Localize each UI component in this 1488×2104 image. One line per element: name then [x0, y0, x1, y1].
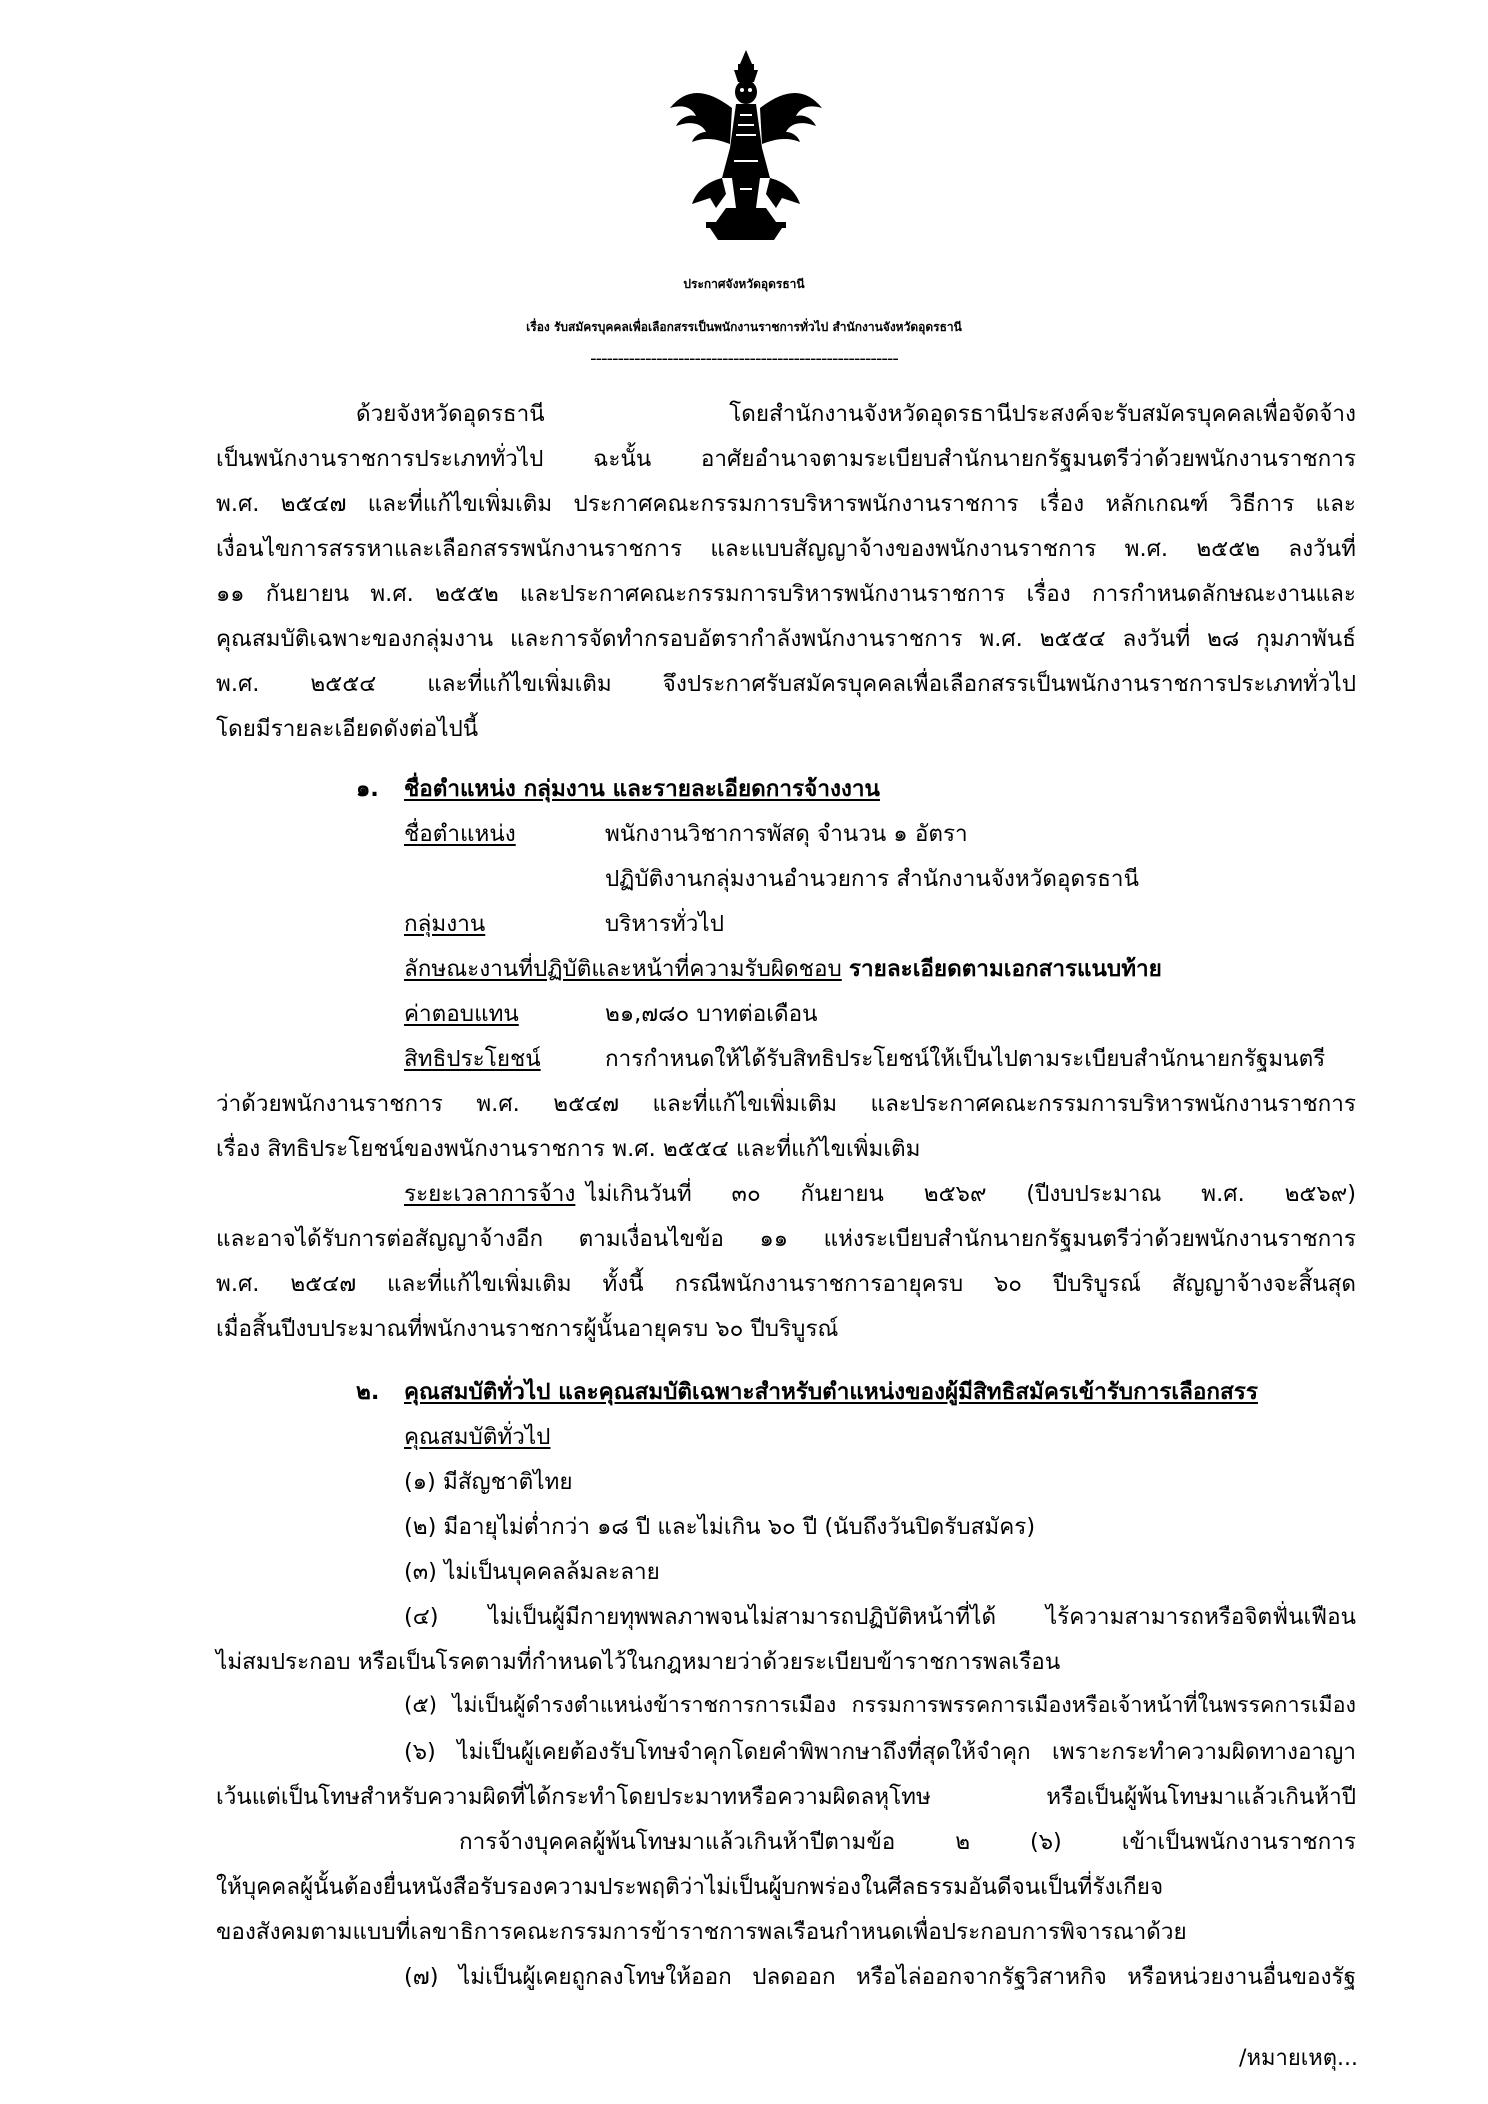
period-label: ระยะเวลาการจ้าง [404, 1181, 576, 1207]
announcement-subject: เรื่อง รับสมัครบุคคลเพื่อเลือกสรรเป็นพนักงานราชการทั่วไป สำนักงานจังหวัดอุดรธานี [526, 320, 962, 334]
section-1-heading: ชื่อตำแหน่ง กลุ่มงาน และรายละเอียดการจ้างงาน [404, 776, 880, 802]
intro-line: โดยมีรายละเอียดดังต่อไปนี้ [216, 716, 479, 742]
intro-line: พ.ศ. ๒๕๕๔ และที่แก้ไขเพิ่มเติม จึงประกาศรับสมัครบุคคลเพื่อเลือกสรรเป็นพนักงานราชการประเภททั่วไป [216, 671, 1356, 697]
position-label: ชื่อตำแหน่ง [404, 821, 516, 847]
qualification-note: การจ้างบุคคลผู้พ้นโทษมาแล้วเกินห้าปีตามข้อ ๒ (๖) เข้าเป็นพนักงานราชการ [459, 1829, 1356, 1855]
position-value: พนักงานวิชาการพัสดุ จำนวน ๑ อัตรา [605, 821, 968, 847]
period-value: ไม่เกินวันที่ ๓๐ กันยายน ๒๕๖๙ (ปีงบประมาณ พ.ศ. ๒๕๖๙) [586, 1181, 1356, 1207]
period-cont: เมื่อสิ้นปีงบประมาณที่พนักงานราชการผู้นั้นอายุครบ ๖๐ ปีบริบูรณ์ [216, 1316, 839, 1342]
garuda-emblem-icon [666, 48, 826, 248]
general-qualification-label: คุณสมบัติทั่วไป [404, 1424, 551, 1450]
pay-value: ๒๑,๗๘๐ บาทต่อเดือน [605, 1001, 818, 1027]
benefit-label: สิทธิประโยชน์ [404, 1046, 541, 1072]
qualification-item: (๒) มีอายุไม่ต่ำกว่า ๑๘ ปี และไม่เกิน ๖๐ ปี (นับถึงวันปิดรับสมัคร) [404, 1514, 1036, 1540]
pay-label: ค่าตอบแทน [404, 1001, 519, 1027]
section-2-heading: คุณสมบัติทั่วไป และคุณสมบัติเฉพาะสำหรับตำแหน่งของผู้มีสิทธิสมัครเข้ารับการเลือกสรร [404, 1379, 1258, 1405]
period-cont: พ.ศ. ๒๕๔๗ และที่แก้ไขเพิ่มเติม ทั้งนี้ กรณีพนักงานราชการอายุครบ ๖๐ ปีบริบูรณ์ สัญญาจ้างจะสิ้นสุด [216, 1271, 1356, 1297]
benefit-cont: เรื่อง สิทธิประโยชน์ของพนักงานราชการ พ.ศ. ๒๕๕๔ และที่แก้ไขเพิ่มเติม [216, 1136, 921, 1162]
section-1-number: ๑. [356, 776, 379, 802]
qualification-item: (๗) ไม่เป็นผู้เคยถูกลงโทษให้ออก ปลดออก หรือไล่ออกจากรัฐวิสาหกิจ หรือหน่วยงานอื่นของรัฐ [404, 1964, 1356, 1990]
benefit-value: การกำหนดให้ได้รับสิทธิประโยชน์ให้เป็นไปตามระเบียบสำนักนายกรัฐมนตรี [605, 1046, 1326, 1072]
continue-marker: /หมายเหตุ... [1239, 2046, 1358, 2071]
group-label: กลุ่มงาน [404, 911, 486, 937]
qualification-item-cont: ไม่สมประกอบ หรือเป็นโรคตามที่กำหนดไว้ในกฎหมายว่าด้วยระเบียบข้าราชการพลเรือน [216, 1649, 1061, 1675]
intro-line: ๑๑ กันยายน พ.ศ. ๒๕๕๒ และประกาศคณะกรรมการบริหารพนักงานราชการ เรื่อง การกำหนดลักษณะงานและ [216, 581, 1356, 607]
duty-value: รายละเอียดตามเอกสารแนบท้าย [848, 956, 1162, 982]
qualification-item: (๑) มีสัญชาติไทย [404, 1469, 573, 1495]
qualification-item: (๔) ไม่เป็นผู้มีกายทุพพลภาพจนไม่สามารถปฏิบัติหน้าที่ได้ ไร้ความสามารถหรือจิตฟั่นเฟือน [404, 1604, 1356, 1630]
qualification-item-cont: เว้นแต่เป็นโทษสำหรับความผิดที่ได้กระทำโดยประมาทหรือความผิดลหุโทษ หรือเป็นผู้พ้นโทษมาแล้วเกินห้าปี [216, 1784, 1356, 1810]
benefit-cont: ว่าด้วยพนักงานราชการ พ.ศ. ๒๕๔๗ และที่แก้ไขเพิ่มเติม และประกาศคณะกรรมการบริหารพนักงานราชการ [216, 1091, 1356, 1117]
duty-row [404, 950, 1162, 986]
intro-line: คุณสมบัติเฉพาะของกลุ่มงาน และการจัดทำกรอบอัตรากำลังพนักงานราชการ พ.ศ. ๒๕๕๔ ลงวันที่ ๒๘ กุมภาพันธ์ [216, 626, 1356, 652]
intro-line: เป็นพนักงานราชการประเภททั่วไป ฉะนั้น อาศัยอำนาจตามระเบียบสำนักนายกรัฐมนตรีว่าด้วยพนักงานราชการ [216, 446, 1356, 472]
qualification-item: (๕) ไม่เป็นผู้ดำรงตำแหน่งข้าราชการการเมือง กรรมการพรรคการเมืองหรือเจ้าหน้าที่ในพรรคการเมือง [404, 1693, 1356, 1718]
intro-line: ด้วยจังหวัดอุดรธานี โดยสำนักงานจังหวัดอุดรธานีประสงค์จะรับสมัครบุคคลเพื่อจัดจ้าง [356, 401, 1356, 427]
qualification-item: (๓) ไม่เป็นบุคคลล้มละลาย [404, 1559, 660, 1585]
section-2-number: ๒. [356, 1379, 380, 1405]
qualification-note-cont: ของสังคมตามแบบที่เลขาธิการคณะกรรมการข้าราชการพลเรือนกำหนดเพื่อประกอบการพิจารณาด้วย [216, 1919, 1187, 1945]
separator-line: -------------------------------------------------------- [590, 348, 898, 369]
qualification-note-cont: ให้บุคคลผู้นั้นต้องยื่นหนังสือรับรองความประพฤติว่าไม่เป็นผู้บกพร่องในศีลธรรมอันดีจนเป็นที่รังเกียจ [216, 1874, 1164, 1900]
position-value-2: ปฏิบัติงานกลุ่มงานอำนวยการ สำนักงานจังหวัดอุดรธานี [605, 866, 1139, 892]
intro-line: เงื่อนไขการสรรหาและเลือกสรรพนักงานราชการ และแบบสัญญาจ้างของพนักงานราชการ พ.ศ. ๒๕๕๒ ลงวันที่ [216, 536, 1356, 562]
announcement-title: ประกาศจังหวัดอุดรธานี [683, 277, 805, 291]
intro-line: พ.ศ. ๒๕๔๗ และที่แก้ไขเพิ่มเติม ประกาศคณะกรรมการบริหารพนักงานราชการ เรื่อง หลักเกณฑ์ วิธีการ และ [216, 491, 1356, 517]
duty-label: ลักษณะงานที่ปฏิบัติและหน้าที่ความรับผิดชอบ [404, 956, 842, 982]
period-cont: และอาจได้รับการต่อสัญญาจ้างอีก ตามเงื่อนไขข้อ ๑๑ แห่งระเบียบสำนักนายกรัฐมนตรีว่าด้วยพนักงานราชการ [216, 1226, 1356, 1252]
qualification-item: (๖) ไม่เป็นผู้เคยต้องรับโทษจำคุกโดยคำพิพากษาถึงที่สุดให้จำคุก เพราะกระทำความผิดทางอาญา [404, 1739, 1356, 1765]
group-value: บริหารทั่วไป [605, 911, 724, 937]
